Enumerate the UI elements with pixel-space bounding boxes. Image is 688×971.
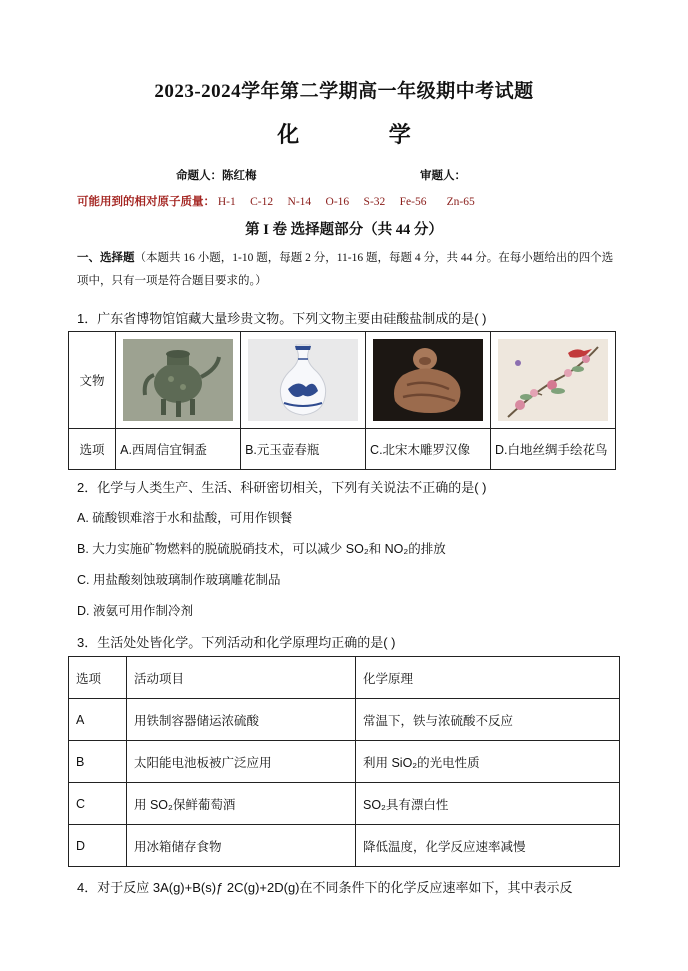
question-1-table <box>68 331 616 470</box>
section-instructions <box>77 247 617 293</box>
row-option: B <box>69 741 127 783</box>
reviewer-label: 审题人： <box>420 170 466 182</box>
header-option: 选项 <box>69 657 127 699</box>
table-row <box>69 783 620 825</box>
header-principle: 化学原理 <box>356 657 620 699</box>
row-activity: 用冰箱储存食物 <box>127 825 356 867</box>
question-1-stem: 1．广东省博物馆馆藏大量珍贵文物。下列文物主要由硅酸盐制成的是( ) <box>77 311 487 326</box>
question-3-table <box>68 656 620 867</box>
subject-title: 化 学 <box>277 122 453 147</box>
author-label: 命题人：陈红梅 <box>176 170 257 182</box>
option-c: C.北宋木雕罗汉像 <box>366 429 491 470</box>
row-activity: 用 SO₂保鲜葡萄酒 <box>127 783 356 825</box>
bronze-vessel-icon <box>123 339 233 421</box>
artifact-image-c <box>366 332 491 429</box>
silk-painting-icon <box>498 339 608 421</box>
mass-item: N-14 <box>287 196 312 208</box>
row-activity: 太阳能电池板被广泛应用 <box>127 741 356 783</box>
row-activity: 用铁制容器储运浓硫酸 <box>127 699 356 741</box>
artifact-image-a <box>116 332 241 429</box>
table-header-row <box>69 657 620 699</box>
atomic-masses <box>77 193 475 209</box>
wood-carving-icon <box>373 339 483 421</box>
instructions-bold: 一、选择题 <box>77 252 135 264</box>
question-2-option-a: A. 硫酸钡难溶于水和盐酸，可用作钡餐 <box>77 511 293 525</box>
row-principle: 降低温度，化学反应速率减慢 <box>356 825 620 867</box>
row-option: A <box>69 699 127 741</box>
question-2-stem: 2．化学与人类生产、生活、科研密切相关，下列有关说法不正确的是( ) <box>77 480 487 495</box>
question-2-option-d: D. 液氨可用作制冷剂 <box>77 604 193 618</box>
row-option: D <box>69 825 127 867</box>
row-option: C <box>69 783 127 825</box>
option-a: A.西周信宜铜盉 <box>116 429 241 470</box>
question-2-option-c: C. 用盐酸刻蚀玻璃制作玻璃雕花制品 <box>77 573 281 587</box>
table-row <box>69 741 620 783</box>
exam-title: 2023-2024学年第二学期高一年级期中考试题 <box>154 81 534 102</box>
mass-item: O-16 <box>325 196 350 208</box>
mass-item: H-1 <box>217 196 236 208</box>
question-3-stem: 3．生活处处皆化学。下列活动和化学原理均正确的是( ) <box>77 635 396 650</box>
question-4-stem: 4．对于反应 3A(g)+B(s)ƒ 2C(g)+2D(g)在不同条件下的化学反应速率如下，其中表示反 <box>77 880 573 895</box>
table-row <box>69 825 620 867</box>
row-header-artifact: 文物 <box>69 332 116 429</box>
porcelain-vase-icon <box>248 339 358 421</box>
artifact-image-d <box>491 332 616 429</box>
row-principle: 利用 SiO₂的光电性质 <box>356 741 620 783</box>
row-header-option: 选项 <box>69 429 116 470</box>
artifact-image-b <box>241 332 366 429</box>
option-d: D.白地丝绸手绘花鸟 <box>491 429 616 470</box>
option-b: B.元玉壶春瓶 <box>241 429 366 470</box>
row-principle: SO₂具有漂白性 <box>356 783 620 825</box>
table-row <box>69 699 620 741</box>
instructions-text: （本题共 16 小题，1-10 题，每题 2 分，11-16 题，每题 4 分，共 44 分。在每小题给出的四个选项中，只有一项是符合题目要求的。） <box>77 252 614 287</box>
row-principle: 常温下，铁与浓硫酸不反应 <box>356 699 620 741</box>
question-2-option-b: B. 大力实施矿物燃料的脱硫脱硝技术，可以减少 SO₂和 NO₂的排放 <box>77 542 446 556</box>
atomic-masses-label: 可能用到的相对原子质量： <box>77 196 215 208</box>
mass-item: Zn-65 <box>446 196 475 208</box>
section-title: 第 I 卷 选择题部分（共 44 分） <box>245 222 443 238</box>
mass-item: Fe-56 <box>399 196 427 208</box>
mass-item: S-32 <box>363 196 386 208</box>
header-activity: 活动项目 <box>127 657 356 699</box>
mass-item: C-12 <box>250 196 274 208</box>
